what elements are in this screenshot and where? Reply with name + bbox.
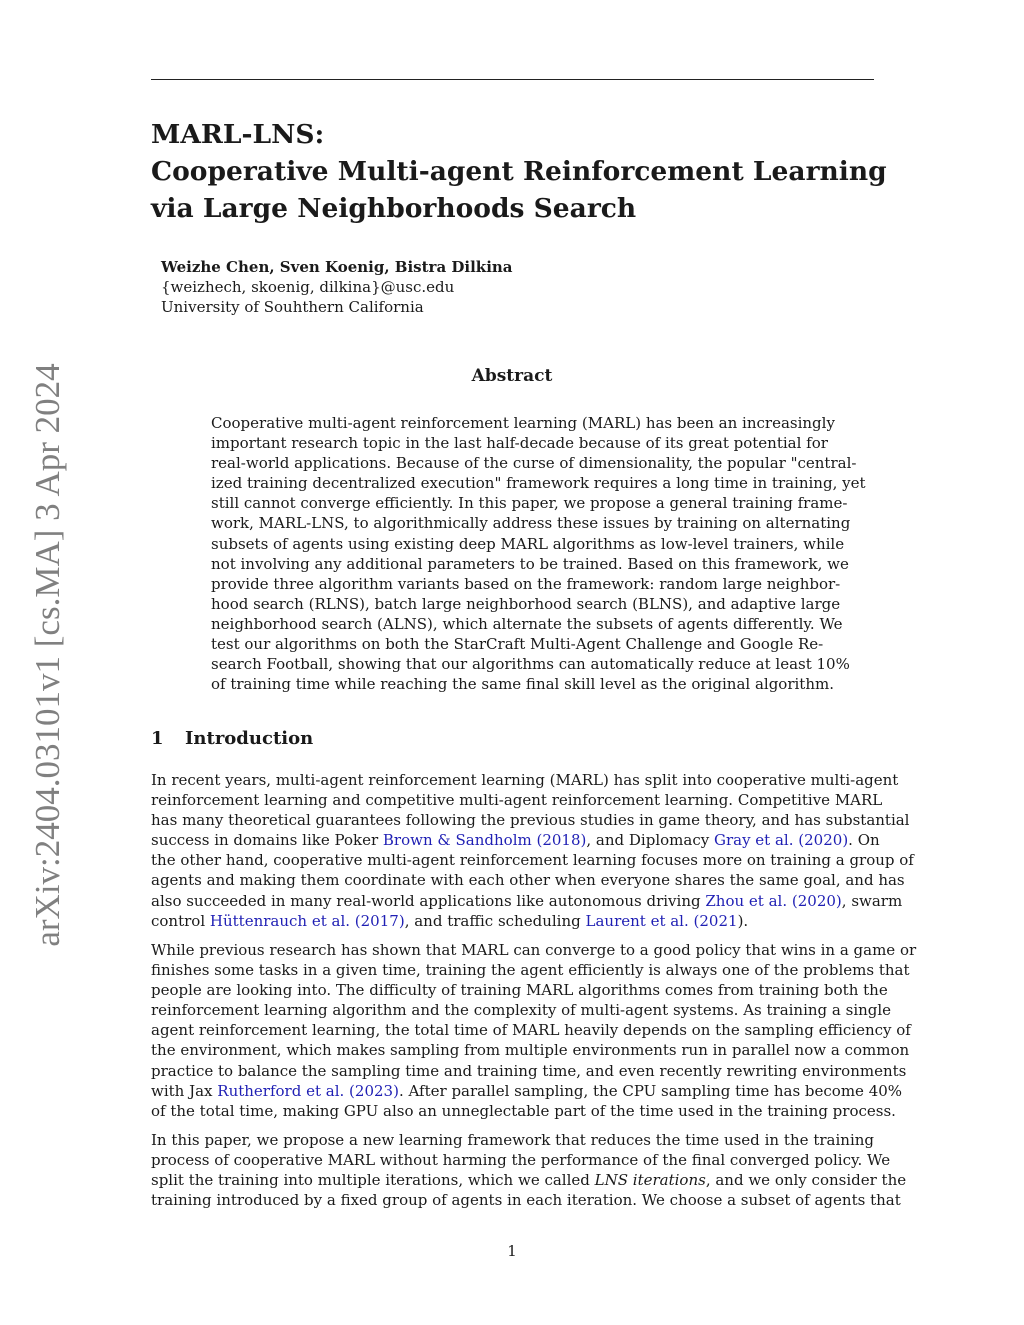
text-run: split the training into multiple iterations, which we called bbox=[151, 1171, 595, 1190]
citation-author: Hüttenrauch et al. bbox=[209, 911, 351, 930]
citation-year: 2018 bbox=[542, 831, 581, 850]
top-rule bbox=[151, 79, 874, 80]
title-line: via Large Neighborhoods Search bbox=[151, 193, 637, 224]
arxiv-identifier-stamp bbox=[18, 350, 78, 960]
paragraph-line: In this paper, we propose a new learning framework that reduces the time used in the training bbox=[151, 1131, 874, 1149]
abstract-line: still cannot converge efficiently. In this paper, we propose a general training frame- bbox=[211, 494, 848, 513]
title-line: MARL-LNS: bbox=[151, 119, 325, 150]
abstract-line: search Football, showing that our algorithms can automatically reduce at least 10% bbox=[211, 655, 850, 674]
arxiv-identifier-text: arXiv:2404.03101v1 [cs.MA] 3 Apr 2024 bbox=[28, 363, 67, 947]
paragraph-line: agents and making them coordinate with each other when everyone shares the same goal, and has bbox=[151, 871, 905, 890]
section-title: Introduction bbox=[185, 728, 314, 749]
abstract-line: important research topic in the last half-decade because of its great potential for bbox=[211, 434, 828, 453]
citation-link[interactable]: Brown & Sandholm (2018) bbox=[382, 831, 587, 850]
paragraph-line: While previous research has shown that MARL can converge to a good policy that wins in a game or bbox=[151, 941, 917, 959]
page-number: 1 bbox=[507, 1242, 517, 1260]
text-run: also succeeded in many real-world applications like autonomous driving bbox=[151, 891, 706, 910]
paragraph-line: process of cooperative MARL without harming the performance of the final converged policy. We bbox=[151, 1151, 891, 1170]
intro-paragraph-2 bbox=[151, 940, 917, 1121]
abstract-line: Cooperative multi-agent reinforcement learning (MARL) has been an increasingly bbox=[211, 414, 835, 432]
text-run: success in domains like Poker bbox=[151, 831, 383, 850]
section-heading-introduction bbox=[151, 728, 313, 749]
author-emails: {weizhech, skoenig, dilkina}@usc.edu bbox=[161, 278, 455, 296]
citation-link[interactable]: Zhou et al. (2020) bbox=[705, 891, 842, 910]
paragraph-line bbox=[151, 891, 903, 911]
citation-link[interactable]: Rutherford et al. (2023) bbox=[217, 1081, 399, 1100]
paragraph-line: of the total time, making GPU also an unneglectable part of the time used in the training process. bbox=[151, 1101, 896, 1120]
citation-author: Laurent et al. bbox=[585, 911, 689, 930]
text-run: control bbox=[151, 911, 210, 930]
paragraph-line: has many theoretical guarantees following the previous studies in game theory, and has substantial bbox=[151, 811, 910, 830]
intro-paragraph-3 bbox=[151, 1130, 907, 1210]
paragraph-line bbox=[151, 830, 880, 850]
citation-link[interactable]: Hüttenrauch et al. (2017) bbox=[209, 911, 405, 930]
paragraph-line: the environment, which makes sampling from multiple environments run in parallel now a common bbox=[151, 1041, 910, 1060]
intro-paragraph-1 bbox=[151, 770, 914, 931]
citation-author: Brown & Sandholm bbox=[382, 831, 532, 850]
paragraph-line: the other hand, cooperative multi-agent reinforcement learning focuses more on training a group of bbox=[151, 851, 914, 870]
emphasis-lns-iterations: LNS iterations bbox=[594, 1171, 706, 1190]
abstract-line: neighborhood search (ALNS), which alternate the subsets of agents differently. We bbox=[211, 614, 843, 633]
abstract-line: not involving any additional parameters to be trained. Based on this framework, we bbox=[211, 554, 849, 573]
text-run: , and Diplomacy bbox=[586, 831, 714, 850]
citation-link[interactable]: Laurent et al. (2021 bbox=[585, 911, 738, 930]
paragraph-line: practice to balance the sampling time and training time, and even recently rewriting environments bbox=[151, 1061, 907, 1080]
abstract-heading: Abstract bbox=[471, 366, 553, 386]
paragraph-line: reinforcement learning and competitive multi-agent reinforcement learning. Competitive MARL bbox=[151, 791, 883, 810]
abstract-line: real-world applications. Because of the curse of dimensionality, the popular "central- bbox=[211, 454, 857, 473]
citation-year: 2021 bbox=[699, 911, 738, 930]
paragraph-line bbox=[151, 1081, 903, 1101]
abstract-body bbox=[211, 413, 866, 694]
title-line: Cooperative Multi-agent Reinforcement Learning bbox=[151, 156, 887, 187]
section-number: 1 bbox=[151, 728, 164, 749]
abstract-line: subsets of agents using existing deep MARL algorithms as low-level trainers, while bbox=[211, 534, 845, 553]
citation-year: 2020 bbox=[804, 831, 843, 850]
citation-author: Gray et al. bbox=[713, 831, 794, 850]
abstract-line: of training time while reaching the same final skill level as the original algorithm. bbox=[211, 675, 834, 694]
author-affiliation: University of Souhthern California bbox=[161, 298, 424, 316]
paragraph-line: agent reinforcement learning, the total time of MARL heavily depends on the sampling efficiency of bbox=[151, 1021, 911, 1040]
text-run: , and we only consider the bbox=[705, 1171, 907, 1190]
paragraph-line: In recent years, multi-agent reinforcement learning (MARL) has split into cooperative multi-agent bbox=[151, 771, 899, 789]
paragraph-line: training introduced by a fixed group of agents in each iteration. We choose a subset of agents that bbox=[151, 1191, 901, 1210]
abstract-line: work, MARL-LNS, to algorithmically address these issues by training on alternating bbox=[211, 514, 851, 533]
abstract-line: ized training decentralized execution" framework requires a long time in training, yet bbox=[211, 474, 866, 493]
text-run: . After parallel sampling, the CPU sampling time has become 40% bbox=[398, 1081, 903, 1100]
abstract-line: hood search (RLNS), batch large neighborhood search (BLNS), and adaptive large bbox=[211, 594, 841, 613]
citation-year: 2017 bbox=[360, 911, 399, 930]
citation-author: Zhou et al. bbox=[705, 891, 788, 910]
citation-author: Rutherford et al. bbox=[217, 1081, 345, 1100]
author-names: Weizhe Chen, Sven Koenig, Bistra Dilkina bbox=[161, 258, 513, 276]
paragraph-line bbox=[151, 1170, 907, 1190]
text-run: , swarm bbox=[841, 891, 903, 910]
text-run: ). bbox=[737, 911, 749, 930]
paper-title bbox=[151, 116, 887, 227]
author-block bbox=[161, 257, 761, 317]
text-run: , and traffic scheduling bbox=[404, 911, 586, 930]
paragraph-line: reinforcement learning algorithm and the complexity of multi-agent systems. As training a single bbox=[151, 1001, 892, 1020]
citation-year: 2023 bbox=[354, 1081, 394, 1100]
citation-link[interactable]: Gray et al. (2020) bbox=[713, 831, 849, 850]
text-run: . On bbox=[848, 831, 880, 850]
text-run: with Jax bbox=[151, 1081, 218, 1100]
paragraph-line: finishes some tasks in a given time, training the agent efficiently is always one of the problems that bbox=[151, 961, 910, 980]
paragraph-line bbox=[151, 911, 874, 931]
abstract-line: test our algorithms on both the StarCraft Multi-Agent Challenge and Google Re- bbox=[211, 635, 824, 654]
paragraph-line: people are looking into. The difficulty of training MARL algorithms comes from training both the bbox=[151, 981, 888, 1000]
citation-year: 2020 bbox=[797, 891, 836, 910]
abstract-line: provide three algorithm variants based on the framework: random large neighbor- bbox=[211, 574, 841, 593]
